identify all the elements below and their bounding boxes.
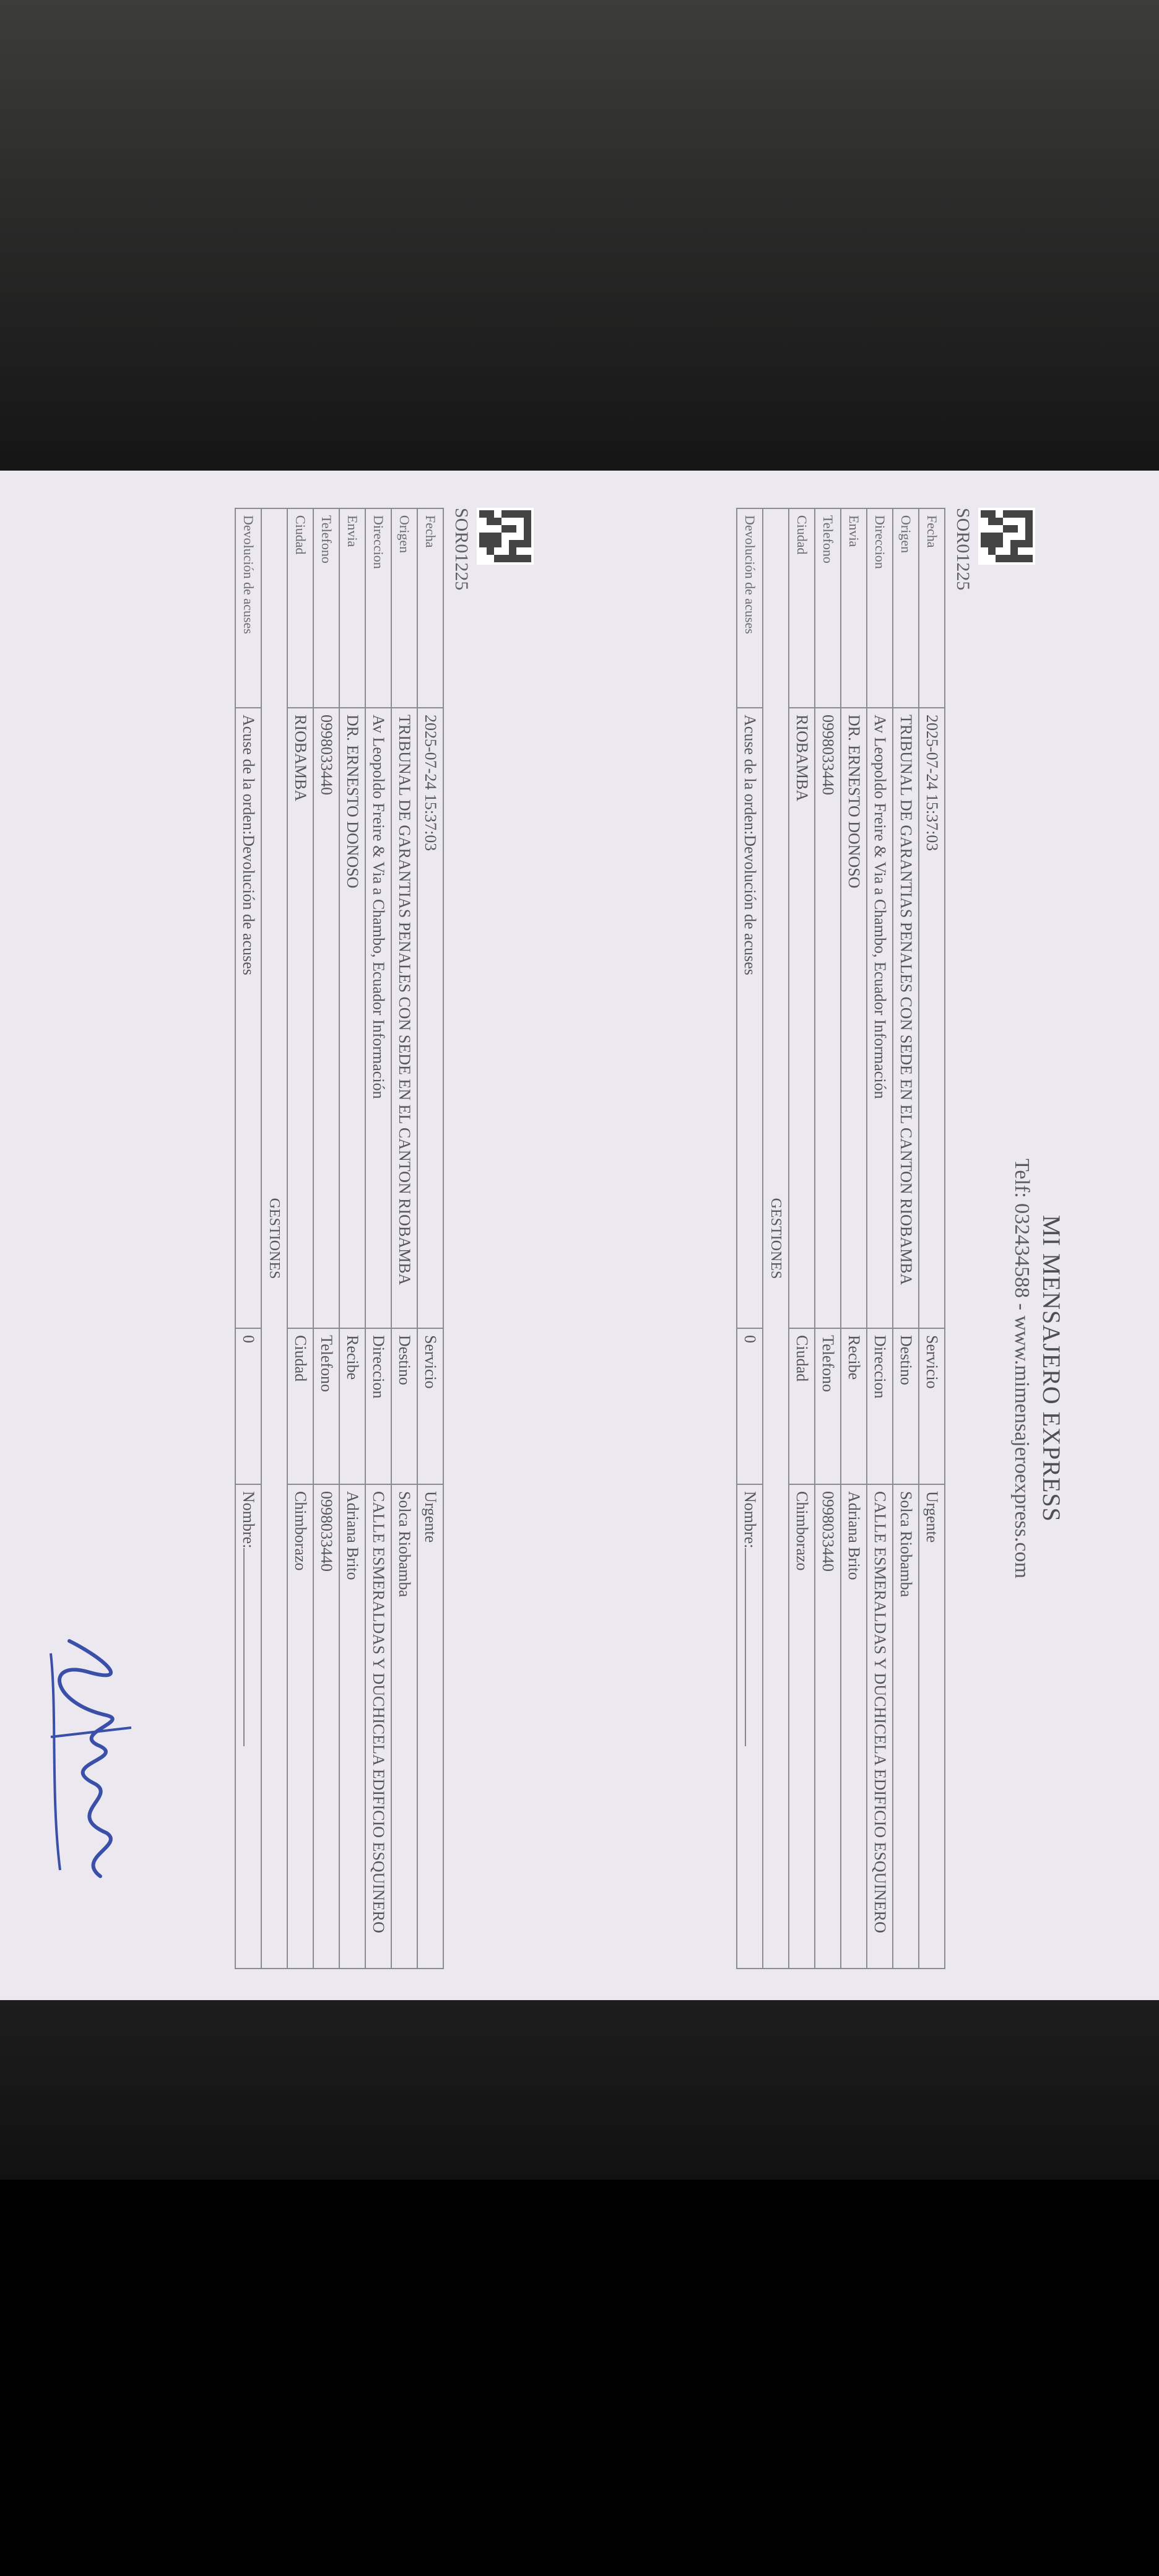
table-row (841, 508, 867, 1969)
field-label: Ciudad (287, 1328, 313, 1484)
gestiones-header (261, 508, 287, 1969)
table-row (391, 508, 417, 1969)
order-table (736, 508, 945, 1969)
table-row (893, 508, 919, 1969)
field-value: TRIBUNAL DE GARANTIAS PENALES CON SEDE EN EL CANTON RIOBAMBA (391, 708, 417, 1328)
field-label: Recibe (339, 1328, 365, 1484)
devolucion-row (235, 508, 261, 1969)
field-label: Direccion (365, 1328, 391, 1484)
field-label: Destino (391, 1328, 417, 1484)
field-label: Servicio (417, 1328, 443, 1484)
delivery-receipt (0, 471, 1159, 2000)
table-row (339, 508, 365, 1969)
field-value: DR. ERNESTO DONOSO (841, 708, 867, 1328)
field-value: Chimborazo (287, 1484, 313, 1969)
table-row (287, 508, 313, 1969)
field-value: 0998033440 (815, 1484, 841, 1969)
field-label: Origen (391, 508, 417, 708)
field-value: Adriana Brito (339, 1484, 365, 1969)
field-value: DR. ERNESTO DONOSO (339, 708, 365, 1328)
field-label: Telefono (313, 508, 339, 708)
order-table (235, 508, 444, 1969)
field-value: CALLE ESMERALDAS Y DUCHICELA EDIFICIO ESQUINERO (867, 1484, 893, 1969)
field-value: Urgente (417, 1484, 443, 1969)
table-row (365, 508, 391, 1969)
devolucion-count: 0 (737, 1328, 763, 1484)
table-row (919, 508, 945, 1969)
field-label: Recibe (841, 1328, 867, 1484)
company-contact: Telf: 032434588 - www.mimensajeroexpress.com (1010, 1158, 1033, 1579)
field-value: TRIBUNAL DE GARANTIAS PENALES CON SEDE EN EL CANTON RIOBAMBA (893, 708, 919, 1328)
table-row (789, 508, 815, 1969)
table-row (815, 508, 841, 1969)
field-value: Urgente (919, 1484, 945, 1969)
photo-background (0, 0, 1159, 471)
field-value: Solca Riobamba (391, 1484, 417, 1969)
field-label: Ciudad (789, 508, 815, 708)
table-surface (0, 2000, 1159, 2180)
nombre-label: Nombre: (741, 1491, 759, 1549)
table-row (867, 508, 893, 1969)
devolucion-count: 0 (235, 1328, 261, 1484)
order-code: SOR01225 (953, 508, 973, 591)
field-value: RIOBAMBA (789, 708, 815, 1328)
field-value: 0998033440 (815, 708, 841, 1328)
table-row (313, 508, 339, 1969)
field-label: Destino (893, 1328, 919, 1484)
devolucion-label: Devolución de acuses (737, 508, 763, 708)
field-label: Telefono (313, 1328, 339, 1484)
receipt-header (1010, 1121, 1066, 1616)
bottom-black-strip (0, 2180, 1159, 2576)
devolucion-text: Acuse de la orden:Devolución de acuses (235, 708, 261, 1328)
field-label: Direccion (867, 1328, 893, 1484)
order-code: SOR01225 (451, 508, 472, 591)
gestiones-title: GESTIONES (261, 508, 287, 1969)
qr-code-icon (477, 508, 534, 565)
field-label: Ciudad (287, 508, 313, 708)
field-label: Origen (893, 508, 919, 708)
field-label: Telefono (815, 1328, 841, 1484)
field-label: Direccion (867, 508, 893, 708)
field-value: RIOBAMBA (287, 708, 313, 1328)
field-value: Adriana Brito (841, 1484, 867, 1969)
field-label: Ciudad (789, 1328, 815, 1484)
nombre-blank-line (243, 1548, 245, 1746)
field-label: Telefono (815, 508, 841, 708)
field-value: 2025-07-24 15:37:03 (417, 708, 443, 1328)
qr-code-icon (978, 508, 1035, 565)
devolucion-row (737, 508, 763, 1969)
field-value: Solca Riobamba (893, 1484, 919, 1969)
field-label: Servicio (919, 1328, 945, 1484)
devolucion-label: Devolución de acuses (235, 508, 261, 708)
field-label: Fecha (919, 508, 945, 708)
handwritten-signature (38, 1635, 144, 1882)
gestiones-header (763, 508, 789, 1969)
field-value: Av Leopoldo Freire & Via a Chambo, Ecuador Información (867, 708, 893, 1328)
field-label: Direccion (365, 508, 391, 708)
field-label: Envia (841, 508, 867, 708)
nombre-blank-line (745, 1548, 746, 1746)
field-label: Fecha (417, 508, 443, 708)
field-value: 2025-07-24 15:37:03 (919, 708, 945, 1328)
field-label: Envia (339, 508, 365, 708)
field-value: Chimborazo (789, 1484, 815, 1969)
gestiones-title: GESTIONES (763, 508, 789, 1969)
nombre-field (737, 1484, 763, 1969)
field-value: 0998033440 (313, 1484, 339, 1969)
nombre-field (235, 1484, 261, 1969)
field-value: CALLE ESMERALDAS Y DUCHICELA EDIFICIO ESQUINERO (365, 1484, 391, 1969)
field-value: Av Leopoldo Freire & Via a Chambo, Ecuador Información (365, 708, 391, 1328)
field-value: 0998033440 (313, 708, 339, 1328)
nombre-label: Nombre: (240, 1491, 258, 1549)
company-name: MI MENSAJERO EXPRESS (1038, 1215, 1066, 1522)
devolucion-text: Acuse de la orden:Devolución de acuses (737, 708, 763, 1328)
table-row (417, 508, 443, 1969)
